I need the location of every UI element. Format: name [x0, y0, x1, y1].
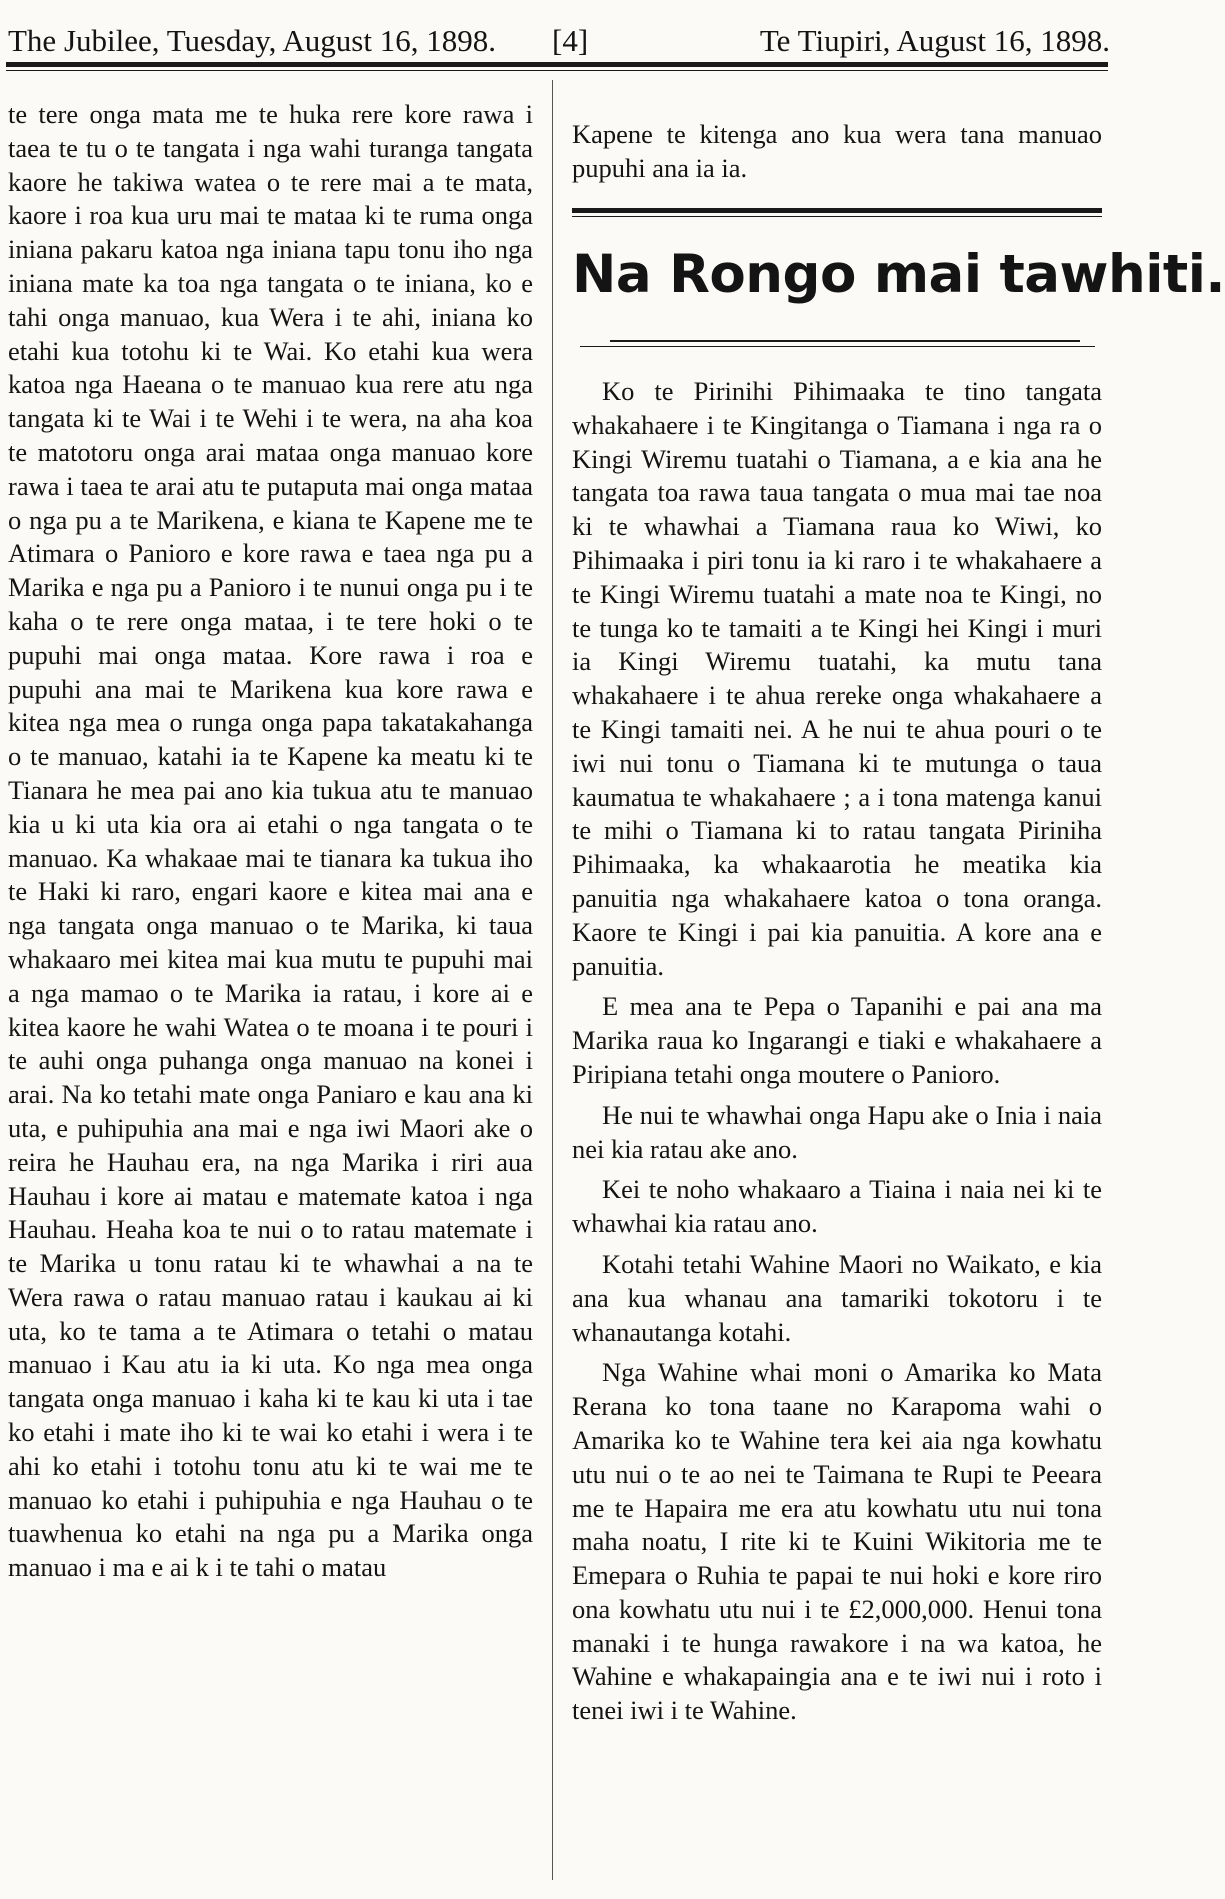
- section-title: Na Rongo mai tawhiti.: [572, 244, 1225, 305]
- section-rule-bottom-thin: [580, 346, 1095, 347]
- section-rule-top: [572, 208, 1102, 213]
- news-paragraph-4: Kei te noho whakaaro a Tiaina i naia nei ki te whawhai kia ratau ano.: [572, 1174, 1102, 1239]
- page-number: [4]: [552, 23, 589, 58]
- header-left-title: The Jubilee, Tuesday, August 16, 1898.: [8, 23, 496, 58]
- page-header: [0, 0, 1114, 62]
- right-column-intro: [572, 118, 1102, 193]
- header-right-title: Te Tiupiri, August 16, 1898.: [759, 23, 1110, 58]
- right-intro-text: Kapene te kitenga ano kua wera tana manuao pupuhi ana ia ia.: [572, 119, 1102, 183]
- left-column-text: te tere onga mata me te huka rere kore rawa i taea te tu o te tangata i nga wahi turanga tangata kaore he takiwa watea o te rere mai a te mata, kaore i roa kua uru mai te mataa ki te ruma onga iniana pakaru katoa nga iniana tapu tonu iho nga iniana mate ka toa nga tangata o te iniana, ko e tahi onga manuao, kua Wera i te ahi, iniana ko etahi kua totohu ki te Wai. Ko etahi kua wera katoa nga Haeana o te manuao kua rere atu nga tangata ki te Wai i te Wehi i te wera, na aha koa te matotoru onga arai mataa onga manuao kore rawa i taea te arai atu te putaputa mai onga mataa o nga pu a te Marikena, e kiana te Kapene me te Atimara o Panioro e kore rawa e taea nga pu a Marika e nga pu a Panioro i te nunui onga pu i te kaha o te rere onga mataa, i te tere hoki o te pupuhi mai onga mataa. Kore rawa i roa e pupuhi ana mai te Marikena kua kore rawa e kitea nga mea o runga onga papa takatakahanga o te manuao, katahi ia te Kapene ka meatu ki te Tianara he mea pai ano kia tukua atu te manuao kia u ki uta kia ora ai etahi o nga tangata o te manuao. Ka whakaae mai te tianara ka tukua iho te Haki ki raro, engari kaore e kitea mai ana e nga tangata onga manuao o te Marika, ki taua whakaaro mei kitea mai kua mutu te pupuhi mai a nga mamao o te Marika ia ratau, i kore ai e kitea kaore he wahi Watea o te moana i te pouri i te auhi onga puhanga onga manuao na konei i arai. Na ko tetahi mate onga Paniaro e kau ana ki uta, e puhipuhia ana mai e nga iwi Maori ake o reira he Hauhau era, na nga Marika i riri aua Hauhau i kore ai matau e matemate katoa i nga Hauhau. Heaha koa te nui o to ratau matemate i te Marika u tonu ratau ki te whawhai a na te Wera rawa o ratau manuao ratau i kaukau ai ki uta, ko te tama a te Atimara o tetahi o matau manuao i Kau atu ia ki uta. Ko nga mea onga tangata onga manuao i kaha ki te kau ki uta i tae ko etahi i mate iho ki te wai ko etahi i wera i te ahi ko etahi i totohu tonu atu ki te wai me te manuao ko etahi i puhipuhia e nga Hauhau o te tuawhenua ko etahi na nga pu a Marika onga manuao i ma e ai k i te tahi o matau: [8, 99, 533, 1583]
- news-paragraph-5: Kotahi tetahi Wahine Maori no Waikato, e kia ana kua whanau ana tamariki tokotoru i te whanautanga kotahi.: [572, 1248, 1102, 1347]
- left-column: [8, 98, 533, 1888]
- news-paragraph-1: Ko te Pirinihi Pihimaaka te tino tangata whakahaere i te Kingitanga o Tiamana i nga ra o Kingi Wiremu tuatahi o Tiamana, a e kia ana he tangata toa rawa taua tangata o mua mai tae noa ki te whawhai a Tiamana raua ko Wiwi, ko Pihimaaka i piri tonu ia ki raro i te whakahaere a te Kingi Wiremu tuatahi a mate noa te Kingi, no te tunga ko te tamaiti a te Kingi hei Kingi i muri ia Kingi Wiremu tuatahi, ka mutu tana whakahaere i te ahua rereke onga whakahaere a te Kingi tamaiti nei. A he nui te ahua pouri o te iwi nui tonu o Tiamana ki te mutunga o taua kaumatua te whakahaere ; a i tona matenga kanui te mihi o Tiamana ki to ratau tangata Piriniha Pihimaaka, ka whakaarotia he meatika kia panuitia nga whakahaere katoa o tona oranga. Kaore te Kingi i pai kia panuitia. A kore ana e panuitia.: [572, 376, 1102, 981]
- column-divider: [552, 80, 553, 1880]
- news-paragraph-2: E mea ana te Pepa o Tapanihi e pai ana ma Marika raua ko Ingarangi e tiaki e whakahaere a Piripiana tetahi onga moutere o Panioro.: [572, 991, 1102, 1089]
- section-rule-top-thin: [572, 216, 1102, 217]
- header-rule-thin: [6, 70, 1108, 71]
- news-paragraph-6: Nga Wahine whai moni o Amarika ko Mata Rerana ko tona taane no Karapoma wahi o Amarika ko te Wahine tera kei aia nga kowhatu utu nui o te ao nei te Taimana te Rupi te Peeara me te Hapaira me era atu kowhatu utu nui tona maha noatu, I rite ki te Kuini Wikitoria me te Emepara o Ruhia te papai te nui hoki e kore riro ona kowhatu utu nui i te £2,000,000. Henui tona manaki i te hunga rawakore i na wa katoa, he Wahine e whakapaingia ana e te iwi nui i roto i tenei iwi i te Wahine.: [572, 1357, 1102, 1726]
- header-rule-thick: [6, 62, 1108, 67]
- news-paragraph-3: He nui te whawhai onga Hapu ake o Inia i naia nei kia ratau ake ano.: [572, 1099, 1102, 1164]
- right-column: [572, 375, 1102, 1885]
- section-rule-bottom: [610, 340, 1080, 342]
